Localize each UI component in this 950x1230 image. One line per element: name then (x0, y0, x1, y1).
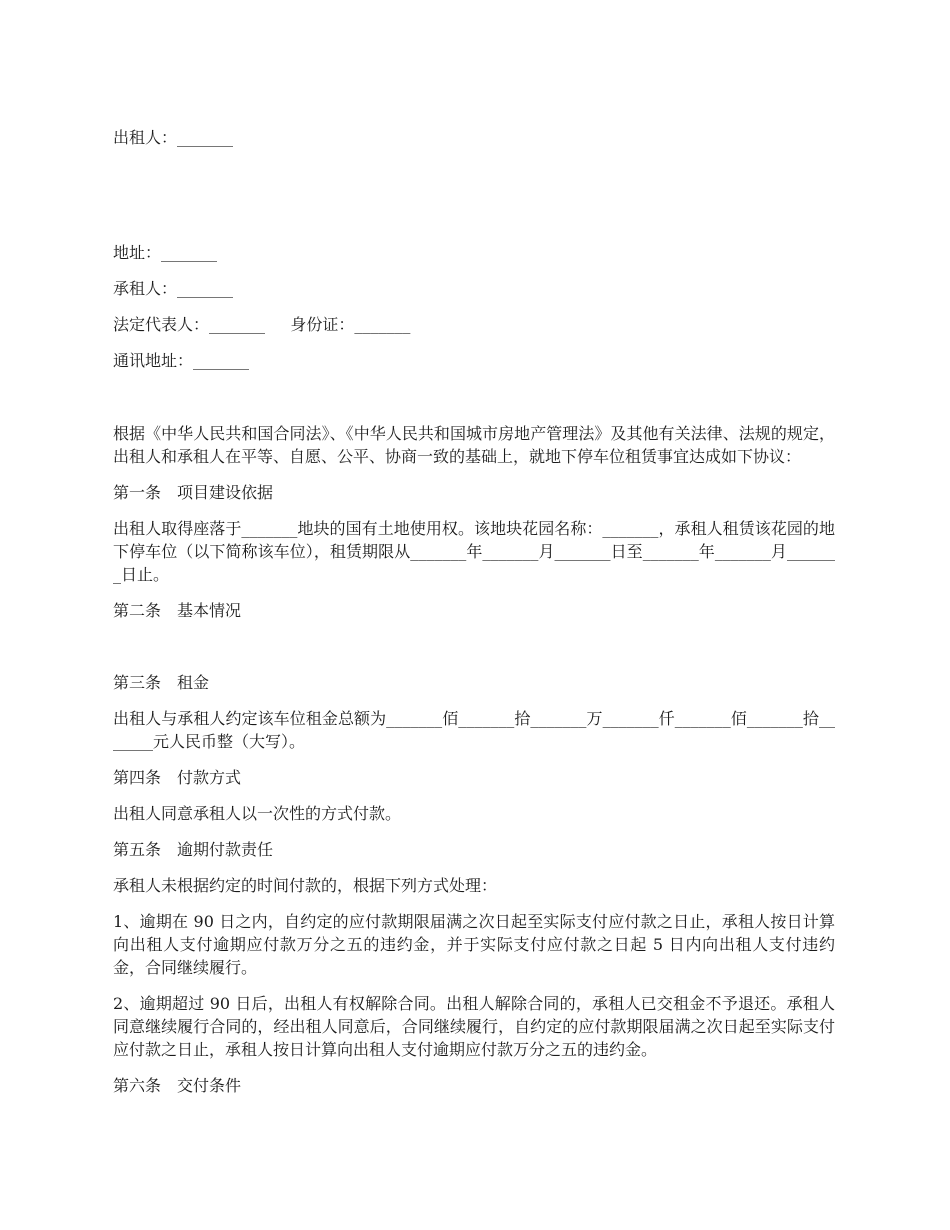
article-heading: 第四条 付款方式 (113, 768, 242, 787)
lessor-line: 出租人：_______ (113, 128, 234, 147)
article-paragraph: 2、逾期超过 90 日后，出租人有权解除合同。出租人解除合同的，承租人已交租金不予退还。承租人同意继续履行合同的，经出租人同意后，合同继续履行，自约定的应付款期限届满之次日起至实际支付应付款之日止，承租人按日计算向出租人支付逾期应付款万分之五的违约金。 (113, 994, 835, 1059)
lessee-line: 承租人：_______ (113, 279, 234, 298)
address-line: 地址：_______ (113, 243, 218, 262)
article-heading: 第一条 项目建设依据 (113, 483, 274, 502)
article-heading: 第三条 租金 (113, 673, 210, 692)
article-heading: 第五条 逾期付款责任 (113, 840, 274, 859)
article-paragraph: 承租人未根据约定的时间付款的，根据下列方式处理： (113, 876, 498, 895)
contact-address-line: 通讯地址：_______ (113, 351, 250, 370)
contract-body (113, 126, 835, 1097)
article-paragraph: 出租人同意承租人以一次性的方式付款。 (113, 804, 402, 823)
article-heading: 第六条 交付条件 (113, 1076, 242, 1095)
spacer (113, 149, 835, 241)
article-paragraph: 出租人与承租人约定该车位租金总额为_______佰_______拾_______万_______仟_______佰_______拾_______元人民币整（大写）。 (113, 709, 835, 751)
legal-rep-line: 法定代表人：_______ 身份证：_______ (113, 315, 411, 334)
article-paragraph: 出租人取得座落于_______地块的国有土地使用权。该地块花园名称：_______，承租人租赁该花园的地下停车位（以下简称该车位），租赁期限从_______年_______月_______日至_______年_______月_______日止。 (113, 519, 835, 584)
article-heading: 第二条 基本情况 (113, 601, 242, 620)
preamble-paragraph: 根据《中华人民共和国合同法》、《中华人民共和国城市房地产管理法》及其他有关法律、法规的规定，出租人和承租人在平等、自愿、公平、协商一致的基础上，就地下停车位租赁事宜达成如下协议： (113, 424, 835, 466)
article-paragraph: 1、逾期在 90 日之内，自约定的应付款期限届满之次日起至实际支付应付款之日止，承租人按日计算向出租人支付逾期应付款万分之五的违约金，并于实际支付应付款之日起 5 日内向出租人支付违约金，合同继续履行。 (113, 912, 835, 977)
